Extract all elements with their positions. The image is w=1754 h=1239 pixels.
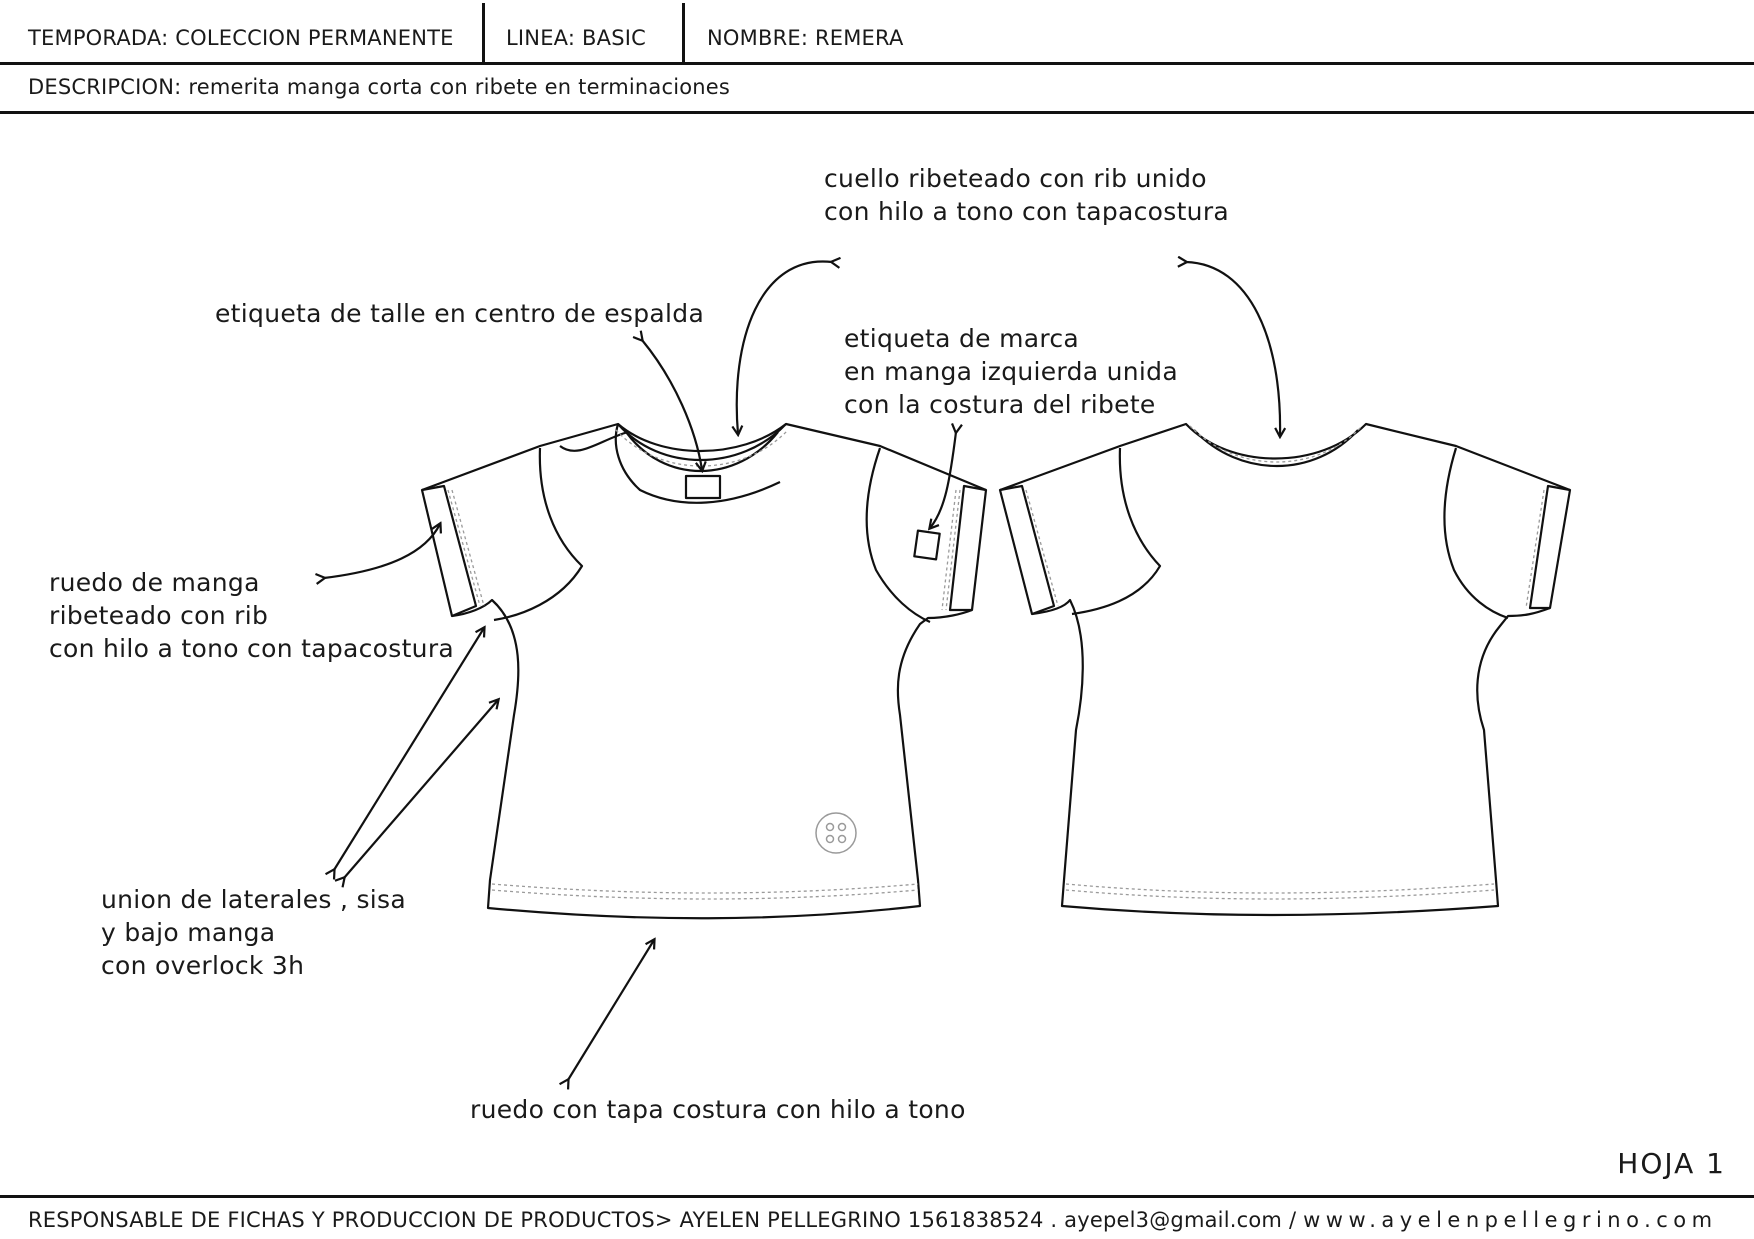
front-neck-rib-lap xyxy=(616,424,780,503)
back-stitch-lines xyxy=(1026,426,1544,899)
annotation-brand-label: etiqueta de marca en manga izquierda unida con la costura del ribete xyxy=(844,324,1178,419)
arrow-neck-back xyxy=(1186,262,1280,436)
annotation-hem: ruedo con tapa costura con hilo a tono xyxy=(470,1095,966,1124)
annotation-size-label: etiqueta de talle en centro de espalda xyxy=(215,299,705,328)
back-right-sleeve-band xyxy=(1530,486,1570,608)
annotation-sleeve-hem: ruedo de manga ribeteado con rib con hilo a tono con tapacostura xyxy=(49,568,455,663)
annotation-side-seams: union de laterales , sisa y bajo manga con overlock 3h xyxy=(101,885,406,980)
season-label: TEMPORADA: COLECCION PERMANENTE xyxy=(28,26,454,50)
front-neck-rib-outer xyxy=(618,424,786,460)
line-label: LINEA: BASIC xyxy=(506,26,646,50)
back-left-armhole xyxy=(1072,448,1160,614)
sheet-number: HOJA 1 xyxy=(1617,1147,1726,1180)
brand-label-rectangle xyxy=(914,531,939,560)
footer-responsible: RESPONSABLE DE FICHAS Y PRODUCCION DE PRODUCTOS> AYELEN PELLEGRINO 1561838524 . ayepel3@gmail.com / xyxy=(28,1208,1297,1232)
front-right-armhole xyxy=(867,448,930,622)
footer-rule xyxy=(0,1195,1754,1198)
tshirt-back-view xyxy=(1000,424,1570,915)
front-left-armhole xyxy=(494,448,582,620)
arrow-neck-front xyxy=(737,261,832,434)
product-name-label: NOMBRE: REMERA xyxy=(707,26,904,50)
back-body-outline xyxy=(1000,424,1570,915)
tshirt-front-view xyxy=(422,424,986,918)
footer-credits xyxy=(28,1208,1718,1232)
arrow-side-seam-2 xyxy=(344,700,498,878)
arrow-hem xyxy=(568,940,654,1080)
arrow-brand-label xyxy=(930,432,956,528)
front-shoulder-lap-left xyxy=(560,432,628,451)
button-icon xyxy=(816,813,856,853)
front-right-sleeve-band xyxy=(950,486,986,610)
annotation-neck-rib: cuello ribeteado con rib unido con hilo a tono con tapacostura xyxy=(824,164,1230,226)
size-label-rectangle xyxy=(686,476,720,498)
front-stitch-lines xyxy=(448,430,960,899)
footer-website: www.ayelenpellegrino.com xyxy=(1303,1208,1718,1232)
description-label: DESCRIPCION: remerita manga corta con ribete en terminaciones xyxy=(28,75,731,99)
back-right-armhole xyxy=(1445,448,1509,618)
